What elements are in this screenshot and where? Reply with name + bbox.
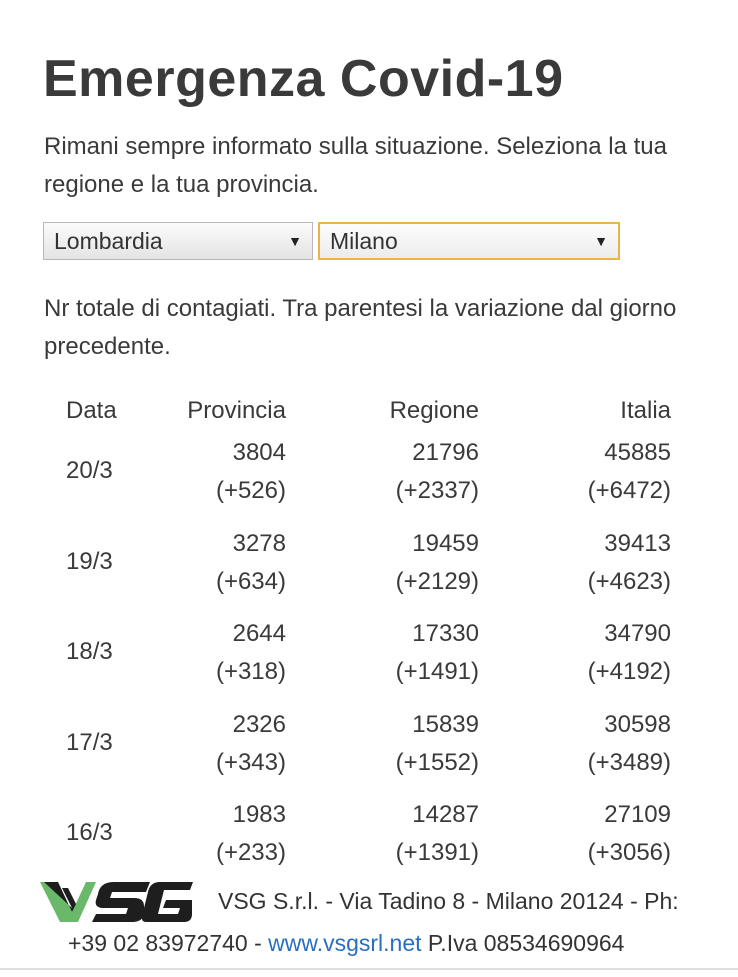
province-cell: [174, 706, 286, 782]
table-row: [44, 434, 704, 525]
table-header-row: [44, 390, 704, 434]
province-delta: (+343): [215, 748, 286, 776]
company-address: VSG S.r.l. - Via Tadino 8 - Milano 20124 - Ph:: [218, 888, 679, 914]
province-cell: [174, 796, 286, 872]
website-link[interactable]: www.vsgsrl.net: [268, 930, 422, 956]
table-row: [44, 706, 704, 797]
province-select[interactable]: [318, 222, 620, 260]
header-italy: Italia: [620, 397, 671, 424]
region-cell: [344, 706, 479, 782]
italy-total: 27109: [604, 801, 671, 828]
intro-text: Rimani sempre informato sulla situazione. Seleziona la tua regione e la tua provincia.: [44, 133, 667, 198]
region-select[interactable]: [43, 222, 313, 260]
province-delta: (+318): [215, 658, 286, 685]
province-cell: [174, 434, 286, 510]
company-vat: P.Iva 08534690964: [427, 930, 625, 956]
region-total: 14287: [412, 801, 479, 828]
dropdown-caret-icon: ▼: [594, 233, 608, 249]
vsg-logo: [40, 878, 193, 926]
region-total: 15839: [412, 710, 479, 738]
company-footer: [0, 872, 738, 970]
province-delta: (+233): [215, 839, 286, 866]
header-province: Provincia: [187, 397, 286, 424]
table-row: [44, 525, 704, 616]
province-total: 3804: [232, 439, 286, 466]
italy-delta: (+3056): [587, 839, 671, 866]
region-delta: (+2129): [395, 567, 479, 595]
region-delta: (+1491): [395, 658, 479, 685]
region-total: 17330: [412, 620, 479, 647]
region-cell: [344, 434, 479, 510]
province-select-value: Milano: [330, 228, 398, 254]
province-total: 2644: [232, 620, 286, 647]
table-row: [44, 796, 704, 874]
row-date: 18/3: [66, 638, 113, 665]
province-delta: (+526): [215, 477, 286, 504]
italy-cell: [524, 434, 671, 510]
row-date: 16/3: [66, 819, 113, 846]
italy-total: 30598: [604, 710, 671, 738]
province-cell: [174, 615, 286, 691]
region-cell: [344, 615, 479, 691]
region-total: 19459: [412, 529, 479, 557]
province-cell: [174, 525, 286, 601]
dropdown-caret-icon: ▼: [288, 233, 302, 249]
italy-cell: [524, 525, 671, 601]
row-date: 19/3: [66, 547, 113, 575]
province-total: 2326: [232, 710, 286, 738]
region-select-value: Lombardia: [54, 228, 163, 254]
italy-delta: (+3489): [587, 748, 671, 776]
bottom-divider: [0, 968, 738, 970]
region-delta: (+1391): [395, 839, 479, 866]
italy-cell: [524, 796, 671, 872]
italy-delta: (+4623): [587, 567, 671, 595]
italy-total: 34790: [604, 620, 671, 647]
italy-total: 45885: [604, 439, 671, 466]
table-row: [44, 615, 704, 706]
region-cell: [344, 796, 479, 872]
region-delta: (+2337): [395, 477, 479, 504]
italy-delta: (+4192): [587, 658, 671, 685]
region-cell: [344, 525, 479, 601]
page-title: Emergenza Covid-19: [43, 50, 564, 108]
row-date: 17/3: [66, 728, 113, 756]
province-delta: (+634): [215, 567, 286, 595]
region-delta: (+1552): [395, 748, 479, 776]
italy-cell: [524, 706, 671, 782]
cases-table: [44, 390, 704, 874]
company-contact-line: [68, 926, 624, 960]
province-total: 1983: [232, 801, 286, 828]
province-total: 3278: [232, 529, 286, 557]
table-note: Nr totale di contagiati. Tra parentesi la variazione dal giorno precedente.: [44, 295, 677, 360]
italy-delta: (+6472): [587, 477, 671, 504]
region-total: 21796: [412, 439, 479, 466]
italy-total: 39413: [604, 529, 671, 557]
italy-cell: [524, 615, 671, 691]
header-date: Data: [66, 397, 117, 424]
header-region: Regione: [389, 397, 479, 424]
company-phone: +39 02 83972740 -: [68, 930, 262, 956]
row-date: 20/3: [66, 457, 113, 484]
